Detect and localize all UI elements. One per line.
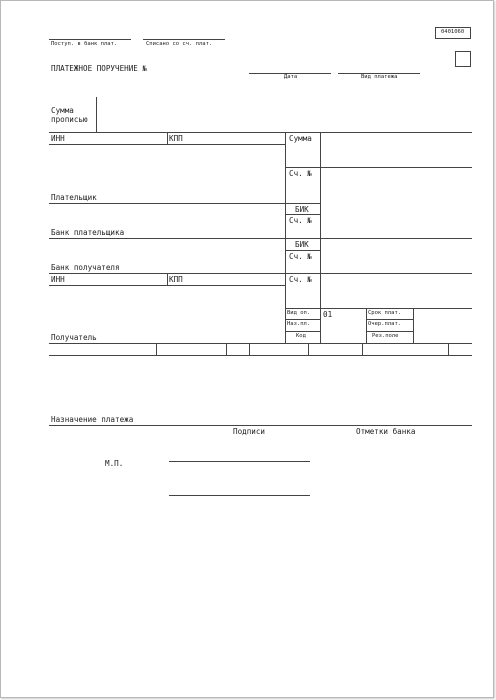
signature-line-2 <box>169 495 310 496</box>
col-line-kpp-bottom <box>167 273 168 285</box>
purpose-line <box>49 425 472 426</box>
payee-account-label: Сч. № <box>289 275 312 284</box>
reserve-label: Рез.поле <box>372 333 399 339</box>
op-type-label: Вид оп. <box>287 310 311 316</box>
purpose-code-label: Наз.пл. <box>287 321 311 327</box>
field-divider-1 <box>156 343 157 355</box>
row-line-payee-bic-bottom <box>285 250 320 251</box>
row-line-op-mid <box>285 319 320 320</box>
payer-kpp-label: КПП <box>169 134 183 143</box>
amount-words-divider <box>96 97 97 132</box>
row-line-payer-bank-bottom <box>49 238 472 239</box>
term-label: Срок плат. <box>368 310 402 316</box>
row-line-op-top <box>285 308 472 309</box>
row-line-fields-bottom <box>49 355 472 356</box>
row-line-amount-bottom <box>285 167 472 168</box>
payer-account-label: Сч. № <box>289 169 312 178</box>
row-line-payee-bank-bottom <box>49 273 472 274</box>
field-divider-6 <box>448 343 449 355</box>
payment-type-code-box <box>455 51 471 67</box>
payee-bic-label: БИК <box>295 240 309 249</box>
stamp-label: М.П. <box>105 459 124 468</box>
row-line-purpose-mid-right <box>366 331 413 332</box>
row-line-payee-bottom <box>49 343 472 344</box>
amount-words-label-1: Сумма <box>51 106 74 115</box>
payee-kpp-label: КПП <box>169 275 183 284</box>
row-line-op-mid-right <box>366 319 413 320</box>
row-line-purpose-mid <box>285 331 320 332</box>
row-line-payee-inn-bottom <box>49 285 285 286</box>
code-label: Код <box>296 333 306 339</box>
payer-bic-label: БИК <box>295 205 309 214</box>
field-divider-3 <box>249 343 250 355</box>
payer-inn-label: ИНН <box>51 134 65 143</box>
form-code: 0401060 <box>441 29 465 35</box>
signature-line-1 <box>169 461 310 462</box>
payee-bank-account-label: Сч. № <box>289 252 312 261</box>
row-line-inn-top <box>49 132 472 133</box>
col-line-op-far <box>413 308 414 343</box>
payer-bank-account-label: Сч. № <box>289 216 312 225</box>
amount-label: Сумма <box>289 134 312 143</box>
order-label: Очер.плат. <box>368 321 402 327</box>
payment-type-label: Вид платежа <box>361 74 398 80</box>
col-line-left-right <box>285 132 286 343</box>
debited-date-line <box>143 39 225 40</box>
payer-bank-label: Банк плательщика <box>51 228 125 237</box>
row-line-payer-account-bottom <box>285 203 320 204</box>
field-divider-5 <box>362 343 363 355</box>
field-divider-4 <box>308 343 309 355</box>
purpose-label: Назначение платежа <box>51 415 134 424</box>
row-line-bic-bottom <box>285 214 320 215</box>
col-line-kpp-top <box>167 132 168 144</box>
bank-marks-label: Отметки банка <box>356 427 416 436</box>
field-divider-2 <box>226 343 227 355</box>
debited-label: Списано со сч. плат. <box>146 41 213 47</box>
form-title: ПЛАТЕЖНОЕ ПОРУЧЕНИЕ № <box>51 64 148 73</box>
col-line-op-right <box>366 308 367 343</box>
amount-words-label-2: прописью <box>51 115 88 124</box>
payee-inn-label: ИНН <box>51 275 65 284</box>
payer-label: Плательщик <box>51 193 97 202</box>
row-line-inn-bottom <box>49 144 285 145</box>
date-label: Дата <box>284 74 298 80</box>
op-type-value: 01 <box>323 310 333 319</box>
received-date-line <box>49 39 131 40</box>
received-label: Поступ. в банк плат. <box>51 41 118 47</box>
payee-bank-label: Банк получателя <box>51 263 120 272</box>
payee-label: Получатель <box>51 333 97 342</box>
row-line-payer-bottom <box>49 203 285 204</box>
signatures-label: Подписи <box>233 427 266 436</box>
col-line-mid <box>320 132 321 343</box>
